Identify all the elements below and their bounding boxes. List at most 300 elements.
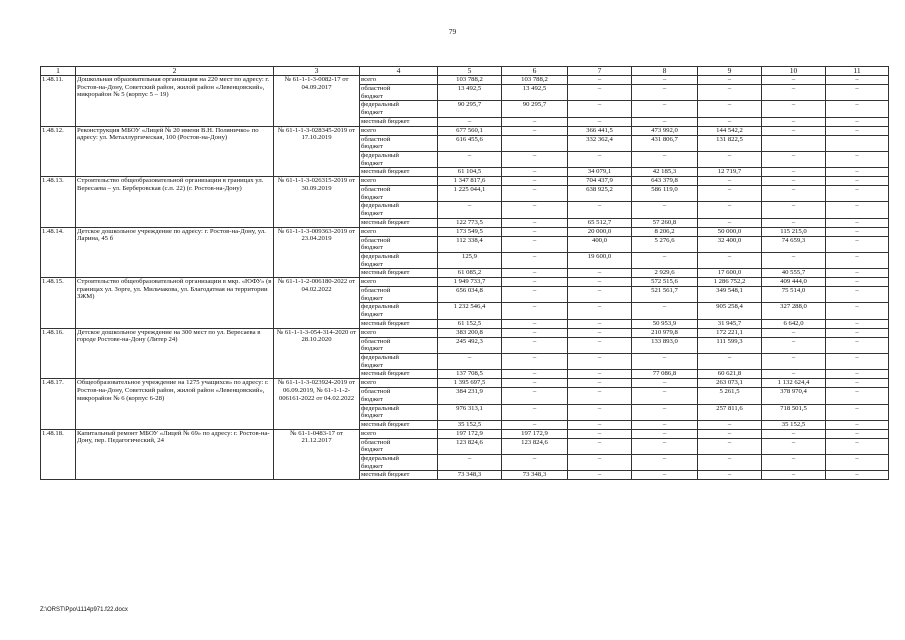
amount-cell: – — [826, 328, 889, 337]
funding-source-label: всего — [360, 177, 438, 186]
amount-cell: 677 560,1 — [438, 126, 502, 135]
amount-cell: – — [568, 287, 632, 303]
amount-cell: – — [826, 471, 889, 480]
amount-cell: – — [826, 337, 889, 353]
amount-cell: – — [762, 471, 826, 480]
object-name: Строительство общеобразовательной организации в мкр. «ЮФУ» (в границах ул. Зорге, ул. Мильчакова, ул. Благодатная на территории ЗЖМ) — [76, 278, 274, 329]
amount-cell: 1 395 697,5 — [438, 379, 502, 388]
amount-cell: 123 824,6 — [438, 438, 502, 454]
amount-cell: – — [826, 151, 889, 167]
amount-cell: – — [698, 438, 762, 454]
amount-cell: – — [568, 151, 632, 167]
amount-cell: – — [632, 455, 698, 471]
expertise-document: № 61-1-1-3-028345-2019 от 17.10.2019 — [274, 126, 360, 177]
table-row — [41, 328, 889, 337]
amount-cell: 144 542,2 — [698, 126, 762, 135]
amount-cell: – — [502, 227, 568, 236]
amount-cell: 210 979,8 — [632, 328, 698, 337]
item-number: 1.48.17. — [41, 379, 76, 430]
amount-cell: – — [826, 319, 889, 328]
funding-source-label: местный бюджет — [360, 168, 438, 177]
amount-cell: – — [826, 303, 889, 319]
funding-source-label: местный бюджет — [360, 319, 438, 328]
amount-cell: 349 548,1 — [698, 287, 762, 303]
funding-source-label: местный бюджет — [360, 218, 438, 227]
amount-cell: – — [698, 117, 762, 126]
amount-cell: 197 172,9 — [502, 429, 568, 438]
amount-cell: – — [826, 420, 889, 429]
amount-cell: 73 348,3 — [438, 471, 502, 480]
item-number: 1.48.11. — [41, 76, 76, 127]
item-number: 1.48.14. — [41, 227, 76, 278]
amount-cell: – — [502, 388, 568, 404]
amount-cell: – — [826, 455, 889, 471]
budget-table — [40, 66, 889, 480]
funding-source-label: федеральный бюджет — [360, 303, 438, 319]
amount-cell: – — [826, 404, 889, 420]
amount-cell: – — [438, 202, 502, 218]
amount-cell: – — [632, 420, 698, 429]
expertise-document: № 61-1-1-3-026315-2019 от 30.09.2019 — [274, 177, 360, 228]
amount-cell: 5 261,5 — [698, 388, 762, 404]
amount-cell: – — [568, 370, 632, 379]
amount-cell: – — [826, 168, 889, 177]
column-header: 5 — [438, 67, 502, 76]
amount-cell: 90 295,7 — [438, 101, 502, 117]
amount-cell: – — [762, 337, 826, 353]
amount-cell: – — [502, 269, 568, 278]
amount-cell: 125,9 — [438, 252, 502, 268]
amount-cell: – — [826, 252, 889, 268]
object-name: Капитальный ремонт МБОУ «Лицей № 69» по адресу: г. Ростов-на-Дону, пер. Педагогический, 24 — [76, 429, 274, 480]
amount-cell: – — [632, 404, 698, 420]
amount-cell: – — [826, 177, 889, 186]
funding-source-label: областной бюджет — [360, 135, 438, 151]
amount-cell: – — [568, 202, 632, 218]
amount-cell: – — [762, 218, 826, 227]
funding-source-label: федеральный бюджет — [360, 455, 438, 471]
amount-cell: – — [438, 151, 502, 167]
object-name: Детское дошкольное учреждение на 300 мест по ул. Вересаева в городе Ростове-на-Дону (Литер 24) — [76, 328, 274, 379]
amount-cell: 366 441,5 — [568, 126, 632, 135]
amount-cell: – — [502, 370, 568, 379]
funding-source-label: областной бюджет — [360, 287, 438, 303]
amount-cell: – — [568, 85, 632, 101]
funding-source-label: всего — [360, 227, 438, 236]
amount-cell: – — [762, 186, 826, 202]
amount-cell: – — [632, 388, 698, 404]
amount-cell: – — [568, 337, 632, 353]
amount-cell: – — [762, 85, 826, 101]
file-path-footer: Z:\ORST\Ppo\1114p971.f22.docx — [40, 607, 128, 613]
amount-cell: 75 514,0 — [762, 287, 826, 303]
amount-cell: 378 970,4 — [762, 388, 826, 404]
amount-cell: – — [826, 85, 889, 101]
object-name: Дошкольная образовательная организация на 220 мест по адресу: г. Ростов-на-Дону, Советский район, жилой район «Левенцовский», микрорайон № 5 (корпус 5 – 19) — [76, 76, 274, 127]
amount-cell: 8 206,2 — [632, 227, 698, 236]
item-number: 1.48.18. — [41, 429, 76, 480]
amount-cell: 35 152,5 — [438, 420, 502, 429]
amount-cell: – — [698, 186, 762, 202]
amount-cell: – — [502, 236, 568, 252]
amount-cell: – — [568, 278, 632, 287]
amount-cell: – — [568, 353, 632, 369]
amount-cell: – — [502, 303, 568, 319]
amount-cell: – — [438, 353, 502, 369]
amount-cell: – — [762, 455, 826, 471]
amount-cell: 115 215,0 — [762, 227, 826, 236]
amount-cell: 57 260,8 — [632, 218, 698, 227]
amount-cell: 65 512,7 — [568, 218, 632, 227]
amount-cell: 40 555,7 — [762, 269, 826, 278]
amount-cell: – — [502, 151, 568, 167]
amount-cell: 473 992,0 — [632, 126, 698, 135]
amount-cell: – — [632, 353, 698, 369]
funding-source-label: всего — [360, 328, 438, 337]
amount-cell: – — [826, 388, 889, 404]
amount-cell: – — [762, 429, 826, 438]
object-name: Строительство общеобразовательной организации в границах ул. Вересаева – ул. Берберовская (с.п. 22) (г. Ростов-на-Дону) — [76, 177, 274, 228]
expertise-document: № 61-1-1-3-054-314-2020 от 28.10.2020 — [274, 328, 360, 379]
expertise-document: № 61-1-1-2-006180-2022 от 04.02.2022 — [274, 278, 360, 329]
amount-cell: – — [826, 227, 889, 236]
table-row — [41, 429, 889, 438]
amount-cell: – — [632, 76, 698, 85]
funding-source-label: областной бюджет — [360, 236, 438, 252]
amount-cell: – — [502, 202, 568, 218]
amount-cell: – — [502, 278, 568, 287]
amount-cell: – — [698, 101, 762, 117]
page-number: 79 — [448, 27, 457, 36]
amount-cell: – — [698, 151, 762, 167]
amount-cell: 384 231,9 — [438, 388, 502, 404]
amount-cell: – — [502, 379, 568, 388]
funding-source-label: федеральный бюджет — [360, 101, 438, 117]
amount-cell: – — [698, 471, 762, 480]
amount-cell: – — [826, 202, 889, 218]
amount-cell: 13 492,5 — [438, 85, 502, 101]
amount-cell: 400,0 — [568, 236, 632, 252]
amount-cell: 74 659,3 — [762, 236, 826, 252]
amount-cell: 35 152,5 — [762, 420, 826, 429]
amount-cell: – — [568, 388, 632, 404]
amount-cell: – — [568, 76, 632, 85]
object-name: Детское дошкольное учреждение по адресу: г. Ростов-на-Дону, ул. Ларина, 45 б — [76, 227, 274, 278]
amount-cell: – — [632, 379, 698, 388]
amount-cell: – — [568, 455, 632, 471]
amount-cell: 20 000,0 — [568, 227, 632, 236]
amount-cell: – — [568, 101, 632, 117]
amount-cell: – — [826, 287, 889, 303]
amount-cell: 431 806,7 — [632, 135, 698, 151]
funding-source-label: местный бюджет — [360, 420, 438, 429]
amount-cell: 409 444,0 — [762, 278, 826, 287]
amount-cell — [762, 135, 826, 151]
column-header: 9 — [698, 67, 762, 76]
amount-cell: – — [698, 420, 762, 429]
amount-cell: 976 313,1 — [438, 404, 502, 420]
item-number: 1.48.15. — [41, 278, 76, 329]
amount-cell: 60 621,8 — [698, 370, 762, 379]
amount-cell: – — [502, 218, 568, 227]
amount-cell: – — [762, 370, 826, 379]
amount-cell: 1 225 044,1 — [438, 186, 502, 202]
amount-cell: 245 492,3 — [438, 337, 502, 353]
funding-source-label: областной бюджет — [360, 186, 438, 202]
amount-cell: – — [826, 126, 889, 135]
amount-cell: – — [698, 85, 762, 101]
amount-cell: 112 338,4 — [438, 236, 502, 252]
amount-cell: – — [698, 455, 762, 471]
funding-source-label: федеральный бюджет — [360, 404, 438, 420]
amount-cell: 6 642,0 — [762, 319, 826, 328]
amount-cell: – — [632, 202, 698, 218]
amount-cell: – — [568, 471, 632, 480]
amount-cell: 704 437,9 — [568, 177, 632, 186]
amount-cell: – — [826, 117, 889, 126]
amount-cell: 173 549,5 — [438, 227, 502, 236]
column-header: 7 — [568, 67, 632, 76]
column-header: 2 — [76, 67, 274, 76]
header-row — [41, 67, 889, 76]
amount-cell: – — [826, 76, 889, 85]
funding-source-label: областной бюджет — [360, 388, 438, 404]
amount-cell: 90 295,7 — [502, 101, 568, 117]
amount-cell: – — [502, 353, 568, 369]
amount-cell: 638 925,2 — [568, 186, 632, 202]
amount-cell: 383 200,8 — [438, 328, 502, 337]
amount-cell: 137 708,5 — [438, 370, 502, 379]
amount-cell: – — [632, 101, 698, 117]
amount-cell: – — [438, 117, 502, 126]
amount-cell: 5 276,6 — [632, 236, 698, 252]
funding-source-label: местный бюджет — [360, 471, 438, 480]
amount-cell: 327 288,0 — [762, 303, 826, 319]
funding-source-label: федеральный бюджет — [360, 353, 438, 369]
funding-source-label: всего — [360, 126, 438, 135]
table-row — [41, 177, 889, 186]
amount-cell: – — [762, 438, 826, 454]
amount-cell: 263 073,1 — [698, 379, 762, 388]
amount-cell: – — [502, 404, 568, 420]
amount-cell: – — [762, 168, 826, 177]
amount-cell: – — [698, 76, 762, 85]
amount-cell — [826, 135, 889, 151]
column-header: 6 — [502, 67, 568, 76]
amount-cell: – — [502, 337, 568, 353]
expertise-document: № 61-1-1-3-0082-17 от 04.09.2017 — [274, 76, 360, 127]
funding-source-label: всего — [360, 429, 438, 438]
amount-cell: 19 600,0 — [568, 252, 632, 268]
amount-cell: – — [632, 117, 698, 126]
amount-cell: – — [826, 370, 889, 379]
column-header: 1 — [41, 67, 76, 76]
amount-cell: – — [502, 252, 568, 268]
amount-cell: – — [632, 438, 698, 454]
amount-cell: 131 822,5 — [698, 135, 762, 151]
amount-cell: 42 185,3 — [632, 168, 698, 177]
amount-cell: – — [568, 117, 632, 126]
amount-cell: 257 811,6 — [698, 404, 762, 420]
funding-source-label: федеральный бюджет — [360, 202, 438, 218]
amount-cell: 50 000,0 — [698, 227, 762, 236]
amount-cell: 332 362,4 — [568, 135, 632, 151]
funding-source-label: местный бюджет — [360, 117, 438, 126]
funding-source-label: всего — [360, 278, 438, 287]
amount-cell: 31 945,7 — [698, 319, 762, 328]
item-number: 1.48.16. — [41, 328, 76, 379]
amount-cell: – — [698, 353, 762, 369]
amount-cell: 133 893,0 — [632, 337, 698, 353]
amount-cell: – — [502, 328, 568, 337]
funding-source-label: всего — [360, 379, 438, 388]
amount-cell: – — [632, 429, 698, 438]
amount-cell: 17 600,0 — [698, 269, 762, 278]
column-header: 3 — [274, 67, 360, 76]
amount-cell: – — [502, 319, 568, 328]
amount-cell: – — [762, 126, 826, 135]
amount-cell: – — [826, 186, 889, 202]
amount-cell: 111 599,3 — [698, 337, 762, 353]
amount-cell: – — [502, 420, 568, 429]
amount-cell: – — [826, 429, 889, 438]
amount-cell: – — [568, 404, 632, 420]
amount-cell: – — [762, 117, 826, 126]
expertise-document: № 61-1-1-3-023924-2019 от 06.09.2019, № 61-1-1-2-006161-2022 от 04.02.2022 — [274, 379, 360, 430]
amount-cell: – — [502, 168, 568, 177]
amount-cell: 2 929,6 — [632, 269, 698, 278]
amount-cell: 1 347 817,6 — [438, 177, 502, 186]
amount-cell: 32 400,0 — [698, 236, 762, 252]
funding-source-label: федеральный бюджет — [360, 252, 438, 268]
amount-cell: – — [826, 236, 889, 252]
object-name: Реконструкция МБОУ «Лицей № 20 имени В.Н. Поляничко» по адресу: ул. Металлургическая, 100 (Ростов-на-Дону) — [76, 126, 274, 177]
funding-source-label: федеральный бюджет — [360, 151, 438, 167]
amount-cell: – — [762, 252, 826, 268]
amount-cell: 1 286 752,2 — [698, 278, 762, 287]
amount-cell: – — [762, 177, 826, 186]
funding-source-label: областной бюджет — [360, 337, 438, 353]
amount-cell: 103 788,2 — [438, 76, 502, 85]
amount-cell: – — [502, 177, 568, 186]
amount-cell: 616 455,6 — [438, 135, 502, 151]
amount-cell: – — [826, 379, 889, 388]
amount-cell: – — [826, 269, 889, 278]
funding-source-label: местный бюджет — [360, 269, 438, 278]
expertise-document: № 61-1-0483-17 от 21.12.2017 — [274, 429, 360, 480]
amount-cell: – — [762, 151, 826, 167]
amount-cell: – — [568, 379, 632, 388]
amount-cell: – — [502, 287, 568, 303]
expertise-document: № 61-1-1-3-009363-2019 от 23.04.2019 — [274, 227, 360, 278]
amount-cell: – — [762, 101, 826, 117]
amount-cell: – — [632, 252, 698, 268]
amount-cell: – — [632, 303, 698, 319]
amount-cell: – — [568, 438, 632, 454]
amount-cell: 122 773,5 — [438, 218, 502, 227]
amount-cell: 61 085,2 — [438, 269, 502, 278]
amount-cell: – — [632, 471, 698, 480]
amount-cell: 1 132 624,4 — [762, 379, 826, 388]
table-row — [41, 379, 889, 388]
table-row — [41, 227, 889, 236]
amount-cell: – — [762, 202, 826, 218]
amount-cell: – — [568, 319, 632, 328]
amount-cell: 172 221,1 — [698, 328, 762, 337]
amount-cell: – — [438, 455, 502, 471]
amount-cell: 12 719,7 — [698, 168, 762, 177]
amount-cell: – — [502, 126, 568, 135]
amount-cell: – — [762, 353, 826, 369]
table-row — [41, 278, 889, 287]
table-body — [41, 76, 889, 480]
amount-cell: – — [568, 328, 632, 337]
amount-cell: 61 152,5 — [438, 319, 502, 328]
amount-cell: – — [826, 101, 889, 117]
amount-cell: – — [762, 76, 826, 85]
amount-cell: 34 079,1 — [568, 168, 632, 177]
amount-cell: 61 104,5 — [438, 168, 502, 177]
amount-cell: 77 086,8 — [632, 370, 698, 379]
amount-cell: – — [698, 429, 762, 438]
amount-cell: 197 172,9 — [438, 429, 502, 438]
amount-cell — [502, 135, 568, 151]
amount-cell: – — [632, 151, 698, 167]
amount-cell: 586 119,0 — [632, 186, 698, 202]
funding-source-label: местный бюджет — [360, 370, 438, 379]
amount-cell: 656 034,8 — [438, 287, 502, 303]
amount-cell: 521 561,7 — [632, 287, 698, 303]
object-name: Общеобразовательное учреждение на 1275 учащихся» по адресу: г. Ростов-на-Дону, Советский район, жилой район «Левенцовский», микрорайон № 6 (корпус 6-28) — [76, 379, 274, 430]
amount-cell: 1 232 546,4 — [438, 303, 502, 319]
amount-cell: 103 788,2 — [502, 76, 568, 85]
amount-cell: – — [698, 202, 762, 218]
amount-cell: 73 348,3 — [502, 471, 568, 480]
amount-cell: – — [568, 420, 632, 429]
funding-source-label: областной бюджет — [360, 85, 438, 101]
amount-cell: 718 501,5 — [762, 404, 826, 420]
amount-cell: – — [826, 278, 889, 287]
amount-cell: – — [502, 455, 568, 471]
amount-cell: 1 949 733,7 — [438, 278, 502, 287]
amount-cell: 643 379,8 — [632, 177, 698, 186]
amount-cell: – — [762, 328, 826, 337]
amount-cell: 123 824,6 — [502, 438, 568, 454]
item-number: 1.48.13. — [41, 177, 76, 228]
amount-cell: – — [502, 117, 568, 126]
amount-cell: 905 258,4 — [698, 303, 762, 319]
funding-source-label: областной бюджет — [360, 438, 438, 454]
column-header: 10 — [762, 67, 826, 76]
amount-cell: – — [826, 438, 889, 454]
amount-cell: – — [698, 218, 762, 227]
amount-cell: – — [632, 85, 698, 101]
amount-cell: – — [826, 218, 889, 227]
item-number: 1.48.12. — [41, 126, 76, 177]
amount-cell: – — [568, 269, 632, 278]
amount-cell: 572 515,6 — [632, 278, 698, 287]
amount-cell: 13 492,5 — [502, 85, 568, 101]
amount-cell: – — [698, 177, 762, 186]
funding-source-label: всего — [360, 76, 438, 85]
amount-cell: 50 953,9 — [632, 319, 698, 328]
table-row — [41, 76, 889, 85]
table-row — [41, 126, 889, 135]
amount-cell: – — [568, 303, 632, 319]
column-header: 4 — [360, 67, 438, 76]
amount-cell: – — [698, 252, 762, 268]
amount-cell: – — [568, 429, 632, 438]
